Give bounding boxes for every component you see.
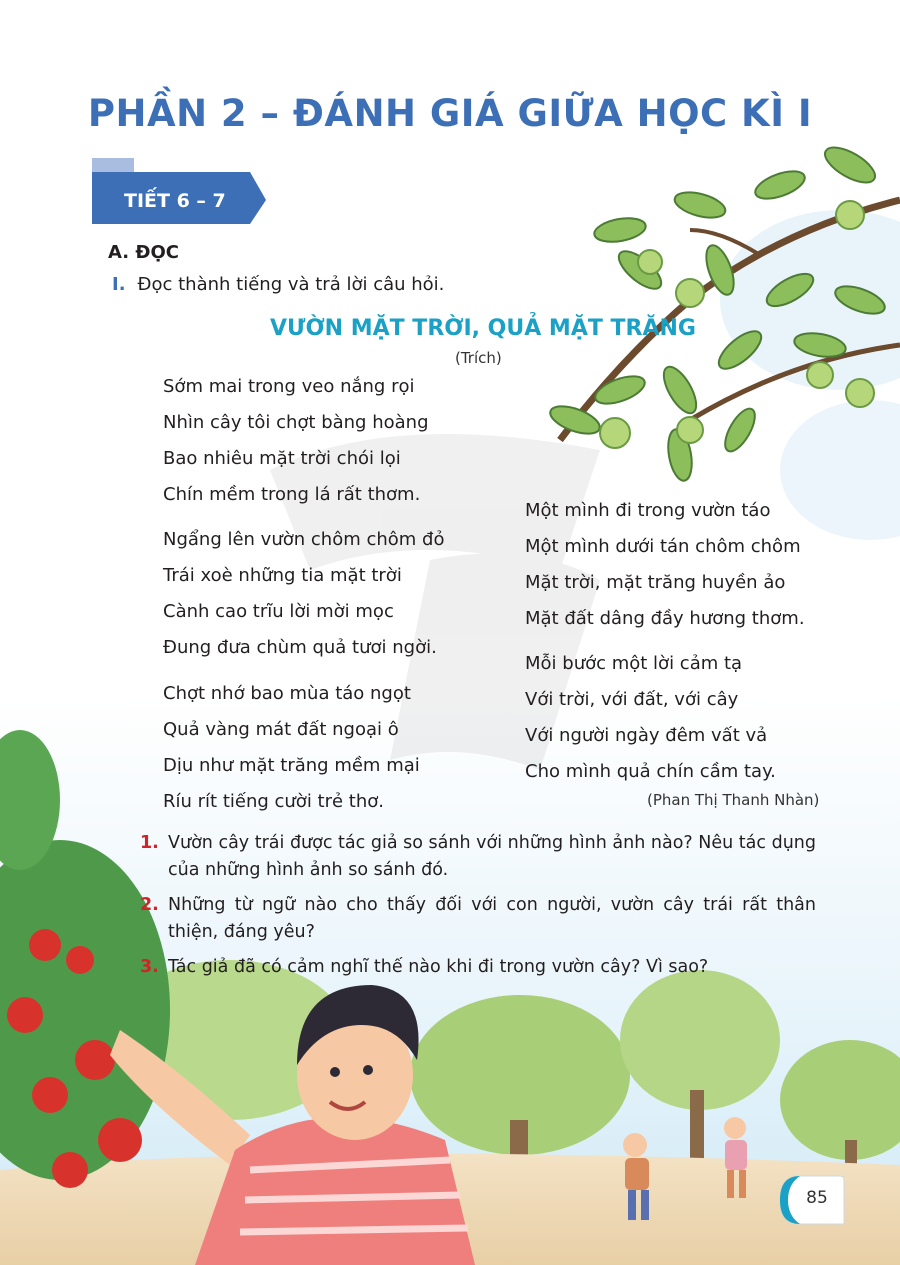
poem-line: Với trời, với đất, với cây [525,689,739,710]
page-number: 85 [806,1188,828,1208]
poem-line: Sớm mai trong veo nắng rọi [163,376,415,397]
question-text: Những từ ngữ nào cho thấy đối với con người, vườn cây trái rất thân thiện, đáng yêu? [168,895,816,942]
poem-line: Ngẩng lên vườn chôm chôm đỏ [163,529,445,550]
poem-line: Bao nhiêu mặt trời chói lọi [163,448,401,469]
task-instruction [112,274,444,295]
poem-line: Một mình dưới tán chôm chôm [525,536,801,557]
task-number: I. [112,274,126,295]
page-title: PHẦN 2 – ĐÁNH GIÁ GIỮA HỌC KÌ I [87,92,813,135]
poem-line: Quả vàng mát đất ngoại ô [163,719,399,740]
lesson-banner [92,158,270,228]
poem-line: Một mình đi trong vườn táo [525,500,771,521]
poem-line: Chợt nhớ bao mùa táo ngọt [163,683,411,704]
poem-line: Ríu rít tiếng cười trẻ thơ. [163,791,385,812]
question-item [140,892,816,946]
question-text: Vườn cây trái được tác giả so sánh với những hình ảnh nào? Nêu tác dụng của những hình ảnh so sánh đó. [168,833,816,880]
question-number: 3. [140,957,159,977]
page-number-badge [778,1172,848,1228]
lesson-label: TIẾT 6 – 7 [124,190,226,212]
question-text: Tác giả đã có cảm nghĩ thế nào khi đi trong vườn cây? Vì sao? [168,957,709,977]
question-number: 2. [140,895,159,915]
poem-author: (Phan Thị Thanh Nhàn) [647,791,820,809]
poem-stanza [163,526,444,670]
question-item [140,954,816,981]
poem-line: Mặt trời, mặt trăng huyền ảo [525,572,786,593]
poem-line: Với người ngày đêm vất vả [525,725,768,746]
poem-line: Đung đưa chùm quả tươi ngời. [163,637,437,658]
poem-line: Dịu như mặt trăng mềm mại [163,755,420,776]
task-text: Đọc thành tiếng và trả lời câu hỏi. [137,274,445,295]
poem-line: Mỗi bước một lời cảm tạ [525,653,743,674]
question-item [140,830,816,884]
poem-line: Nhìn cây tôi chợt bàng hoàng [163,412,429,433]
poem-stanza [525,650,776,794]
question-number: 1. [140,833,159,853]
poem-title: VƯỜN MẶT TRỜI, QUẢ MẶT TRĂNG [270,316,696,341]
poem-stanza [163,373,429,517]
poem-line: Chín mềm trong lá rất thơm. [163,484,421,505]
poem-excerpt-note: (Trích) [455,349,502,367]
poem-stanza [525,497,805,641]
poem-line: Mặt đất dâng đầy hương thơm. [525,608,805,629]
question-list [140,830,816,989]
poem-line: Cho mình quả chín cầm tay. [525,761,776,782]
poem-stanza [163,680,420,824]
poem-line: Cành cao trĩu lời mời mọc [163,601,394,622]
poem-line: Trái xoè những tia mặt trời [163,565,402,586]
section-heading: A. ĐỌC [108,242,179,263]
